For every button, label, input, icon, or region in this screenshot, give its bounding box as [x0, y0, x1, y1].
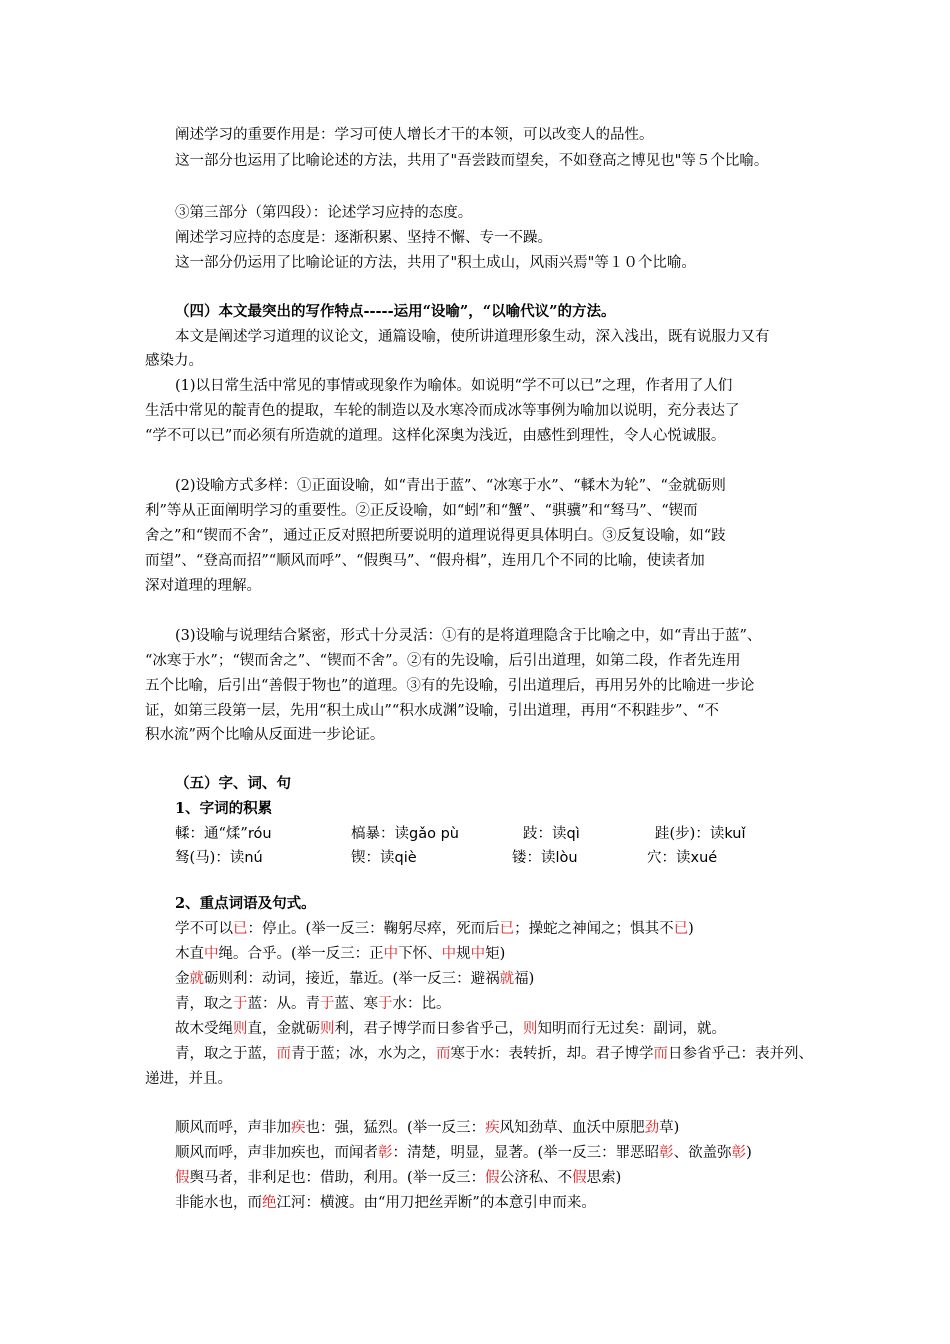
highlighted-word: 则 [320, 1021, 335, 1037]
text-segment: 规 [456, 946, 471, 962]
section-heading: （五）字、词、句 [175, 775, 291, 792]
text-segment: 下怀、 [398, 946, 442, 962]
text-segment: 蓝：从。青 [247, 996, 320, 1012]
text-line: 利”等从正面阐明学习的重要性。②正反设喻，如“蚓”和“蟹”、“骐骥”和“驽马”、“锲而 [145, 503, 698, 519]
highlighted-word: 彰 [659, 1145, 674, 1161]
text-line: 舍之”和“锲而不舍”，通过正反对照把所要说明的道理说得更具体明白。③反复设喻，如“跂 [145, 528, 726, 544]
text-segment: 学不可以 [175, 921, 233, 937]
highlighted-word: 彰 [378, 1145, 393, 1161]
text-segment: ；操蛇之神闻之；惧其不 [514, 921, 674, 937]
example-line [175, 1167, 621, 1189]
text-segment: 木直 [175, 946, 204, 962]
vocab-item: 穴：读xué [647, 850, 718, 866]
text-segment: 知明而行无过矣：副词，就。 [537, 1021, 726, 1037]
text-segment: 江河：横渡。由“用刀把丝弄断”的本意引申而来。 [276, 1195, 596, 1211]
vocab-item: 跬(步)：读kuǐ [655, 826, 746, 842]
pinyin: róu [247, 826, 272, 842]
highlighted-word: 中 [470, 946, 486, 962]
text-segment: 青，取之 [175, 996, 233, 1012]
text-segment: ：清楚，明显，显著。(举一反三：罪恶昭 [392, 1145, 660, 1161]
example-line [175, 1018, 726, 1040]
text-segment: 青于蓝；冰，水为之， [291, 1046, 436, 1062]
example-line [175, 1192, 596, 1214]
vocab-item: 輮：通“煣”róu [175, 826, 272, 842]
highlighted-word: 假 [175, 1170, 190, 1186]
highlighted-word: 就 [499, 971, 515, 987]
text-segment: 草) [659, 1120, 680, 1136]
text-segment: ) [746, 1145, 752, 1161]
subsection-heading: 2、重点词语及句式。 [175, 895, 316, 912]
text-segment: 绳。合乎。(举一反三：正 [218, 946, 384, 962]
text-segment: 公济私、不 [499, 1170, 573, 1186]
highlighted-word: 于 [378, 996, 393, 1012]
text-line: 深对道理的理解。 [145, 578, 261, 594]
highlighted-word: 就 [189, 971, 204, 987]
example-line [175, 1043, 813, 1065]
vocab-item: 驽(马)：读nú [175, 850, 263, 866]
pinyin: xué [690, 850, 718, 866]
text-line: 这一部分仍运用了比喻论证的方法，共用了"积土成山，风雨兴焉"等１０个比喻。 [175, 255, 696, 271]
pinyin: qì [566, 826, 580, 842]
text-line: “冰寒于水”；“锲而舍之”、“锲而不舍”。②有的先设喻，后引出道理，如第二段，作者先连用 [145, 653, 741, 669]
example-line [175, 993, 451, 1015]
highlighted-word: 疾 [485, 1120, 500, 1136]
highlighted-word: 疾 [291, 1120, 306, 1136]
text-segment: 矩) [485, 946, 506, 962]
pinyin: lòu [555, 850, 578, 866]
highlighted-word: 而 [436, 1046, 451, 1062]
text-line: (1)以日常生活中常见的事情或现象作为喻体。如说明“学不可以已”之理，作者用了人们 [175, 378, 733, 394]
text-segment: 顺风而呼，声非加 [175, 1120, 291, 1136]
vocab-item: 跂：读qì [523, 826, 580, 842]
section-heading: （四）本文最突出的写作特点-----运用“设喻”，“以喻代议”的方法。 [175, 303, 616, 320]
highlighted-word: 彰 [731, 1145, 747, 1161]
pinyin: qiè [394, 850, 417, 866]
text-line: ③第三部分（第四段）：论述学习应持的态度。 [175, 205, 473, 221]
text-segment: 青，取之于蓝， [175, 1046, 277, 1062]
pinyin: gǎo pù [409, 826, 459, 842]
vocab-item: 槁暴：读gǎo pù [351, 826, 459, 842]
highlighted-word: 中 [204, 946, 219, 962]
highlighted-word: 假 [572, 1170, 587, 1186]
highlighted-word: 已 [499, 921, 515, 937]
text-segment: 风知劲草、血沃中原肥 [499, 1120, 645, 1136]
text-line: 而望”、“登高而招”“顺风而呼”、“假舆马”、“假舟楫”，连用几个不同的比喻，使读者加 [145, 553, 705, 569]
pinyin: nú [244, 850, 263, 866]
text-segment: 日参省乎己：表并列、 [668, 1046, 813, 1062]
highlighted-word: 于 [233, 996, 248, 1012]
highlighted-word: 于 [320, 996, 335, 1012]
text-segment: 、欲盖弥 [673, 1145, 732, 1161]
text-line: 感染力。 [145, 353, 203, 369]
text-line: 证，如第三段第一层，先用“积土成山”“积水成渊”设喻，引出道理，再用“不积跬步”、“不 [145, 703, 719, 719]
text-line: 阐述学习的重要作用是：学习可使人增长才干的本领，可以改变人的品性。 [175, 127, 654, 143]
text-segment: 福) [514, 971, 535, 987]
example-line [145, 1068, 232, 1090]
example-line [175, 943, 505, 965]
text-line: 这一部分也运用了比喻论述的方法，共用了"吾尝跂而望矣，不如登高之博见也"等５个比喻。 [175, 153, 769, 169]
text-line: “学不可以已”而必须有所造就的道理。这样化深奥为浅近，由感性到理性，令人心悦诚服。 [145, 428, 726, 444]
text-segment: 寒于水：表转折，却。君子博学 [450, 1046, 654, 1062]
text-segment: 递进，并且。 [145, 1071, 232, 1087]
example-line [175, 1142, 752, 1164]
highlighted-word: 假 [485, 1170, 500, 1186]
highlighted-word: 已 [673, 921, 689, 937]
text-segment: 非能水也，而 [175, 1195, 262, 1211]
highlighted-word: 中 [383, 946, 399, 962]
text-segment: 顺风而呼，声非加疾也，而闻者 [175, 1145, 378, 1161]
text-segment: 砺则利：动词，接近，靠近。(举一反三：避祸 [204, 971, 500, 987]
example-line [175, 1117, 679, 1139]
subsection-heading: 1、字词的积累 [175, 800, 273, 817]
text-segment: 思索) [586, 1170, 622, 1186]
text-line: 阐述学习应持的态度是：逐渐积累、坚持不懈、专一不躁。 [175, 230, 552, 246]
highlighted-word: 劲 [644, 1120, 660, 1136]
text-segment: 金 [175, 971, 190, 987]
example-line [175, 968, 534, 990]
vocab-item: 镂：读lòu [512, 850, 578, 866]
text-line: 本文是阐述学习道理的议论文，通篇设喻，使所讲道理形象生动，深入浅出，既有说服力又有 [175, 329, 770, 345]
text-segment: 蓝、寒 [334, 996, 378, 1012]
text-line: 五个比喻，后引出“善假于物也”的道理。③有的先设喻，引出道理后，再用另外的比喻进一步论 [145, 678, 755, 694]
text-segment: 也：强，猛烈。(举一反三： [305, 1120, 486, 1136]
highlighted-word: 中 [441, 946, 457, 962]
pinyin: kuǐ [724, 826, 746, 842]
text-line: (2)设喻方式多样：①正面设喻，如“青出于蓝”、“冰寒于水”、“輮木为轮”、“金就砺则 [175, 478, 726, 494]
text-segment: 直，金就砺 [247, 1021, 320, 1037]
text-segment: ) [688, 921, 694, 937]
highlighted-word: 而 [653, 1046, 668, 1062]
text-line: 生活中常见的靛青色的提取，车轮的制造以及水寒冷而成冰等事例为喻加以说明，充分表达了 [145, 403, 740, 419]
text-line: 积水流”两个比喻从反面进一步论证。 [145, 727, 385, 743]
example-line [175, 918, 694, 940]
text-segment: ：停止。(举一反三：鞠躬尽瘁，死而后 [247, 921, 500, 937]
text-segment: 水：比。 [392, 996, 451, 1012]
text-segment: 舆马者，非利足也：借助，利用。(举一反三： [189, 1170, 486, 1186]
highlighted-word: 绝 [262, 1195, 277, 1211]
highlighted-word: 则 [233, 1021, 248, 1037]
text-segment: 故木受绳 [175, 1021, 233, 1037]
highlighted-word: 而 [276, 1046, 291, 1062]
text-line: (3)设喻与说理结合紧密，形式十分灵活：①有的是将道理隐含于比喻之中，如“青出于蓝”、 [175, 628, 762, 644]
text-segment: 利，君子博学而日参省乎己， [334, 1021, 523, 1037]
highlighted-word: 已 [233, 921, 248, 937]
vocab-item: 锲：读qiè [351, 850, 417, 866]
highlighted-word: 则 [523, 1021, 538, 1037]
